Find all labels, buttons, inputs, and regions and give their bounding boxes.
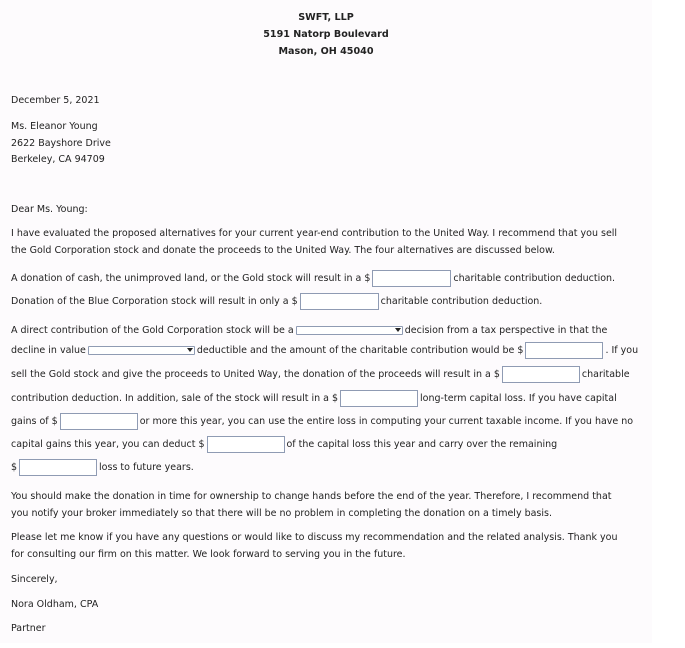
para2-line5: gains of $ or more this year, you can use the entire loss in computing your current taxable income. If you have no [11,413,633,430]
para2-line1: A direct contribution of the Gold Corporation stock will be a decision from a tax perspective in that the [11,325,608,336]
carryover-loss-input[interactable] [19,459,97,476]
para1-line1: A donation of cash, the unimproved land, or the Gold stock will result in a $ charitable contribution deduction. [11,270,615,287]
proceeds-deduction-input[interactable] [502,366,580,383]
letter-date: December 5, 2021 [11,95,100,106]
direct-contribution-amount-input[interactable] [525,342,603,359]
blue-stock-deduction-input[interactable] [300,293,379,310]
para3-line2: you notify your broker immediately so that there will be no problem in completing the donation on a timely basis. [11,508,552,519]
decline-deductibility-dropdown[interactable] [88,346,195,355]
intro-line-2: the Gold Corporation stock and donate the proceeds to the United Way. The four alternatives are discussed below. [11,245,555,256]
deductible-loss-input[interactable] [207,436,285,453]
signer-title: Partner [11,623,46,634]
closing: Sincerely, [11,574,58,585]
para2-line7: $ loss to future years. [11,459,194,476]
cash-land-gold-deduction-input[interactable] [372,270,451,287]
firm-name: SWFT, LLP [298,12,354,23]
recipient-city: Berkeley, CA 94709 [11,154,105,165]
para4-line2: for consulting our firm on this matter. We look forward to serving you in the future. [11,549,406,560]
recipient-name: Ms. Eleanor Young [11,121,98,132]
firm-street: 5191 Natorp Boulevard [263,29,389,40]
para1-line2: Donation of the Blue Corporation stock will result in only a $ charitable contribution deduction. [11,293,542,310]
para2-line3: sell the Gold stock and give the proceeds to United Way, the donation of the proceeds will result in a $ charitable [11,366,630,383]
recipient-street: 2622 Bayshore Drive [11,138,111,149]
capital-gains-threshold-input[interactable] [60,413,138,430]
chevron-down-icon [395,328,401,332]
para3-line1: You should make the donation in time for ownership to change hands before the end of the year. Therefore, I recommend that [11,491,612,502]
para4-line1: Please let me know if you have any questions or would like to discuss my recommendation and the related analysis. Thank you [11,532,618,543]
signer-name: Nora Oldham, CPA [11,599,99,610]
para2-line2: decline in value deductible and the amount of the charitable contribution would be $ . If you [11,342,638,359]
intro-line-1: I have evaluated the proposed alternatives for your current year-end contribution to the United Way. I recommend that you sell [11,228,618,239]
para2-line6: capital gains this year, you can deduct $ of the capital loss this year and carry over the remaining [11,436,557,453]
salutation: Dear Ms. Young: [11,204,88,215]
capital-loss-input[interactable] [340,390,418,407]
para2-line4: contribution deduction. In addition, sale of the stock will result in a $ long-term capital loss. If you have capital [11,390,617,407]
decision-quality-dropdown[interactable] [296,326,403,335]
firm-city: Mason, OH 45040 [278,46,374,57]
chevron-down-icon [187,348,193,352]
